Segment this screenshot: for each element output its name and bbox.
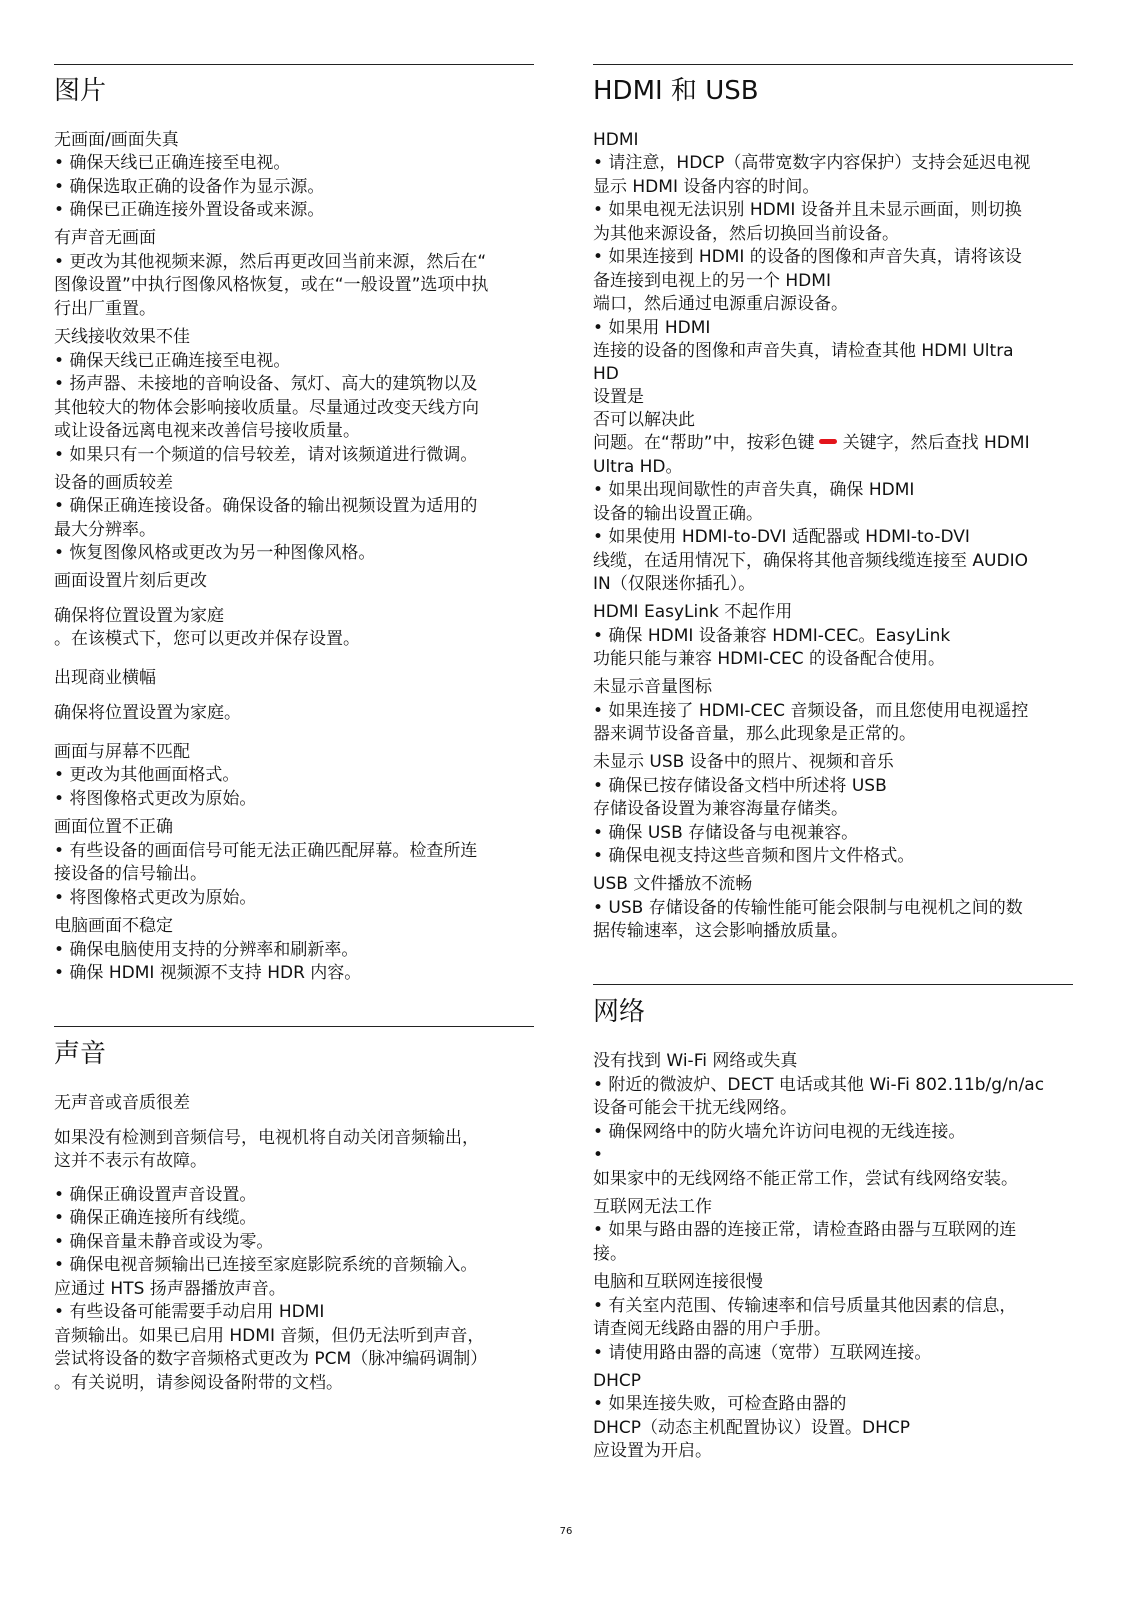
text-line: 存储设备设置为兼容海量存储类。 [593,799,848,819]
text-line: • 将图像格式更改为原始。 [54,888,257,908]
text-line: • 更改为其他画面格式。 [54,765,240,785]
text-line: 画面设置片刻后更改 [54,571,207,591]
text-line: 画面与屏幕不匹配 [54,742,190,762]
text-line: • 有关室内范围、传输速率和信号质量其他因素的信息， [593,1296,1017,1316]
text-line: DHCP [593,1371,641,1391]
text-line: • 有些设备的画面信号可能无法正确匹配屏幕。检查所连 [54,841,478,861]
text-line: 未显示 USB 设备中的照片、视频和音乐 [593,752,894,772]
text-line: • 确保网络中的防火墙允许访问电视的无线连接。 [593,1122,966,1142]
text-line: 确保将位置设置为家庭 [54,606,224,626]
text-line: 线缆，在适用情况下，确保将其他音频线缆连接至 AUDIO [593,551,1028,571]
text-line: 图像设置”中执行图像风格恢复，或在“一般设置”选项中执 [54,275,489,295]
text-line: • 确保正确设置声音设置。 [54,1185,257,1205]
text-line: 接设备的信号输出。 [54,864,207,884]
text-line: • 确保电视音频输出已连接至家庭影院系统的音频输入。 [54,1255,478,1275]
text-line: 设备可能会干扰无线网络。 [593,1098,797,1118]
text-line: • 确保已正确连接外置设备或来源。 [54,200,325,220]
text-line: • 请注意，HDCP（高带宽数字内容保护）支持会延迟电视 [593,153,1031,173]
text-line: 接。 [593,1244,627,1264]
text-line: • 更改为其他视频来源，然后再更改回当前来源，然后在“ [54,252,487,272]
text-line: 出现商业横幅 [54,668,156,688]
text-line: 器来调节设备音量，那么此现象是正常的。 [593,724,916,744]
help-keyword-text: 关键字，然后查找 HDMI [842,433,1030,453]
text-line: 功能只能与兼容 HDMI-CEC 的设备配合使用。 [593,649,945,669]
text-line: • 确保天线已正确连接至电视。 [54,153,291,173]
text-line: • 确保电脑使用支持的分辨率和刷新率。 [54,940,359,960]
text-line: 音频输出。如果已启用 HDMI 音频，但仍无法听到声音， [54,1326,485,1346]
help-instruction-text: 问题。在“帮助”中，按彩色键 [593,433,815,453]
text-line: 否可以解决此 [593,410,695,430]
section-title-picture: 图片 [54,76,107,106]
text-line: • 有些设备可能需要手动启用 HDMI [54,1302,325,1322]
text-line: 设备的画质较差 [54,473,173,493]
section-title-hdmi-usb: HDMI 和 USB [593,76,759,106]
text-line: 电脑和互联网连接很慢 [593,1272,763,1292]
text-line: HDMI EasyLink 不起作用 [593,602,793,622]
text-line: • 恢复图像风格或更改为另一种图像风格。 [54,543,376,563]
text-line: 备连接到电视上的另一个 HDMI [593,271,831,291]
red-color-key-icon [819,439,837,444]
text-line: 没有找到 Wi-Fi 网络或失真 [593,1051,798,1071]
text-line: IN（仅限迷你插孔）。 [593,574,756,594]
text-line: 这并不表示有故障。 [54,1151,207,1171]
section-title-sound: 声音 [54,1039,107,1069]
text-line: • 确保正确连接设备。确保设备的输出视频设置为适用的 [54,496,478,516]
section-divider [54,1026,534,1027]
text-line: • 如果电视无法识别 HDMI 设备并且未显示画面，则切换 [593,200,1022,220]
text-line: 有声音无画面 [54,228,156,248]
text-line: • 如果使用 HDMI-to-DVI 适配器或 HDMI-to-DVI [593,527,970,547]
text-line: • 附近的微波炉、DECT 电话或其他 Wi-Fi 802.11b/g/n/ac [593,1075,1045,1095]
text-line: • 如果用 HDMI [593,318,711,338]
text-line: 电脑画面不稳定 [54,916,173,936]
text-line: 行出厂重置。 [54,299,156,319]
text-line: • 将图像格式更改为原始。 [54,789,257,809]
text-line: 设备的输出设置正确。 [593,504,763,524]
text-line: 未显示音量图标 [593,677,712,697]
text-line: 请查阅无线路由器的用户手册。 [593,1319,831,1339]
text-line: • [593,1145,604,1165]
text-line: Ultra HD。 [593,457,683,477]
text-line: • 如果连接到 HDMI 的设备的图像和声音失真，请将该设 [593,247,1022,267]
section-divider [54,64,534,65]
text-line: • 确保电视支持这些音频和图片文件格式。 [593,846,915,866]
text-line: 尝试将设备的数字音频格式更改为 PCM（脉冲编码调制） [54,1349,488,1369]
section-title-network: 网络 [593,997,646,1027]
text-line: • 确保 USB 存储设备与电视兼容。 [593,823,859,843]
text-line: 设置是 [593,387,644,407]
text-line: HDMI [593,130,639,150]
text-line: 画面位置不正确 [54,817,173,837]
text-line: 连接的设备的图像和声音失真，请检查其他 HDMI Ultra [593,341,1014,361]
text-line: • 如果与路由器的连接正常，请检查路由器与互联网的连 [593,1220,1017,1240]
text-line: • 如果连接了 HDMI-CEC 音频设备，而且您使用电视遥控 [593,701,1029,721]
text-line: USB 文件播放不流畅 [593,874,753,894]
text-line: • 确保正确连接所有线缆。 [54,1208,257,1228]
text-line: 据传输速率，这会影响播放质量。 [593,921,848,941]
text-line: 如果家中的无线网络不能正常工作，尝试有线网络安装。 [593,1169,1018,1189]
text-line: • USB 存储设备的传输性能可能会限制与电视机之间的数 [593,898,1023,918]
text-line: 确保将位置设置为家庭。 [54,703,241,723]
text-line: 天线接收效果不佳 [54,327,190,347]
text-line: • 确保 HDMI 视频源不支持 HDR 内容。 [54,963,362,983]
page-number: 76 [559,1526,573,1537]
text-line: • 扬声器、未接地的音响设备、氖灯、高大的建筑物以及 [54,374,478,394]
text-line: • 确保天线已正确连接至电视。 [54,351,291,371]
text-line: 显示 HDMI 设备内容的时间。 [593,177,820,197]
section-divider [593,64,1073,65]
text-line: 应通过 HTS 扬声器播放声音。 [54,1279,286,1299]
text-line: 端口，然后通过电源重启源设备。 [593,294,848,314]
text-line [593,431,1030,455]
text-line: 无声音或音质很差 [54,1093,190,1113]
text-line: • 如果只有一个频道的信号较差，请对该频道进行微调。 [54,445,478,465]
text-line: 应设置为开启。 [593,1441,712,1461]
section-divider [593,984,1073,985]
text-line: • 确保选取正确的设备作为显示源。 [54,177,325,197]
text-line: 互联网无法工作 [593,1197,712,1217]
text-line: 或让设备远离电视来改善信号接收质量。 [54,421,360,441]
text-line: • 如果连接失败，可检查路由器的 [593,1394,847,1414]
text-line: 无画面/画面失真 [54,130,179,150]
text-line: 。在该模式下，您可以更改并保存设置。 [54,629,360,649]
text-line: HD [593,364,619,384]
text-line: • 确保已按存储设备文档中所述将 USB [593,776,887,796]
text-line: DHCP（动态主机配置协议）设置。DHCP [593,1418,910,1438]
text-line: • 如果出现间歇性的声音失真，确保 HDMI [593,480,915,500]
text-line: 如果没有检测到音频信号，电视机将自动关闭音频输出， [54,1128,479,1148]
text-line: • 确保 HDMI 设备兼容 HDMI-CEC。EasyLink [593,626,951,646]
text-line: 其他较大的物体会影响接收质量。尽量通过改变天线方向 [54,398,479,418]
text-line: • 请使用路由器的高速（宽带）互联网连接。 [593,1343,932,1363]
text-line: 最大分辨率。 [54,520,156,540]
text-line: 为其他来源设备，然后切换回当前设备。 [593,224,899,244]
text-line: 。有关说明，请参阅设备附带的文档。 [54,1373,343,1393]
text-line: • 确保音量未静音或设为零。 [54,1232,274,1252]
